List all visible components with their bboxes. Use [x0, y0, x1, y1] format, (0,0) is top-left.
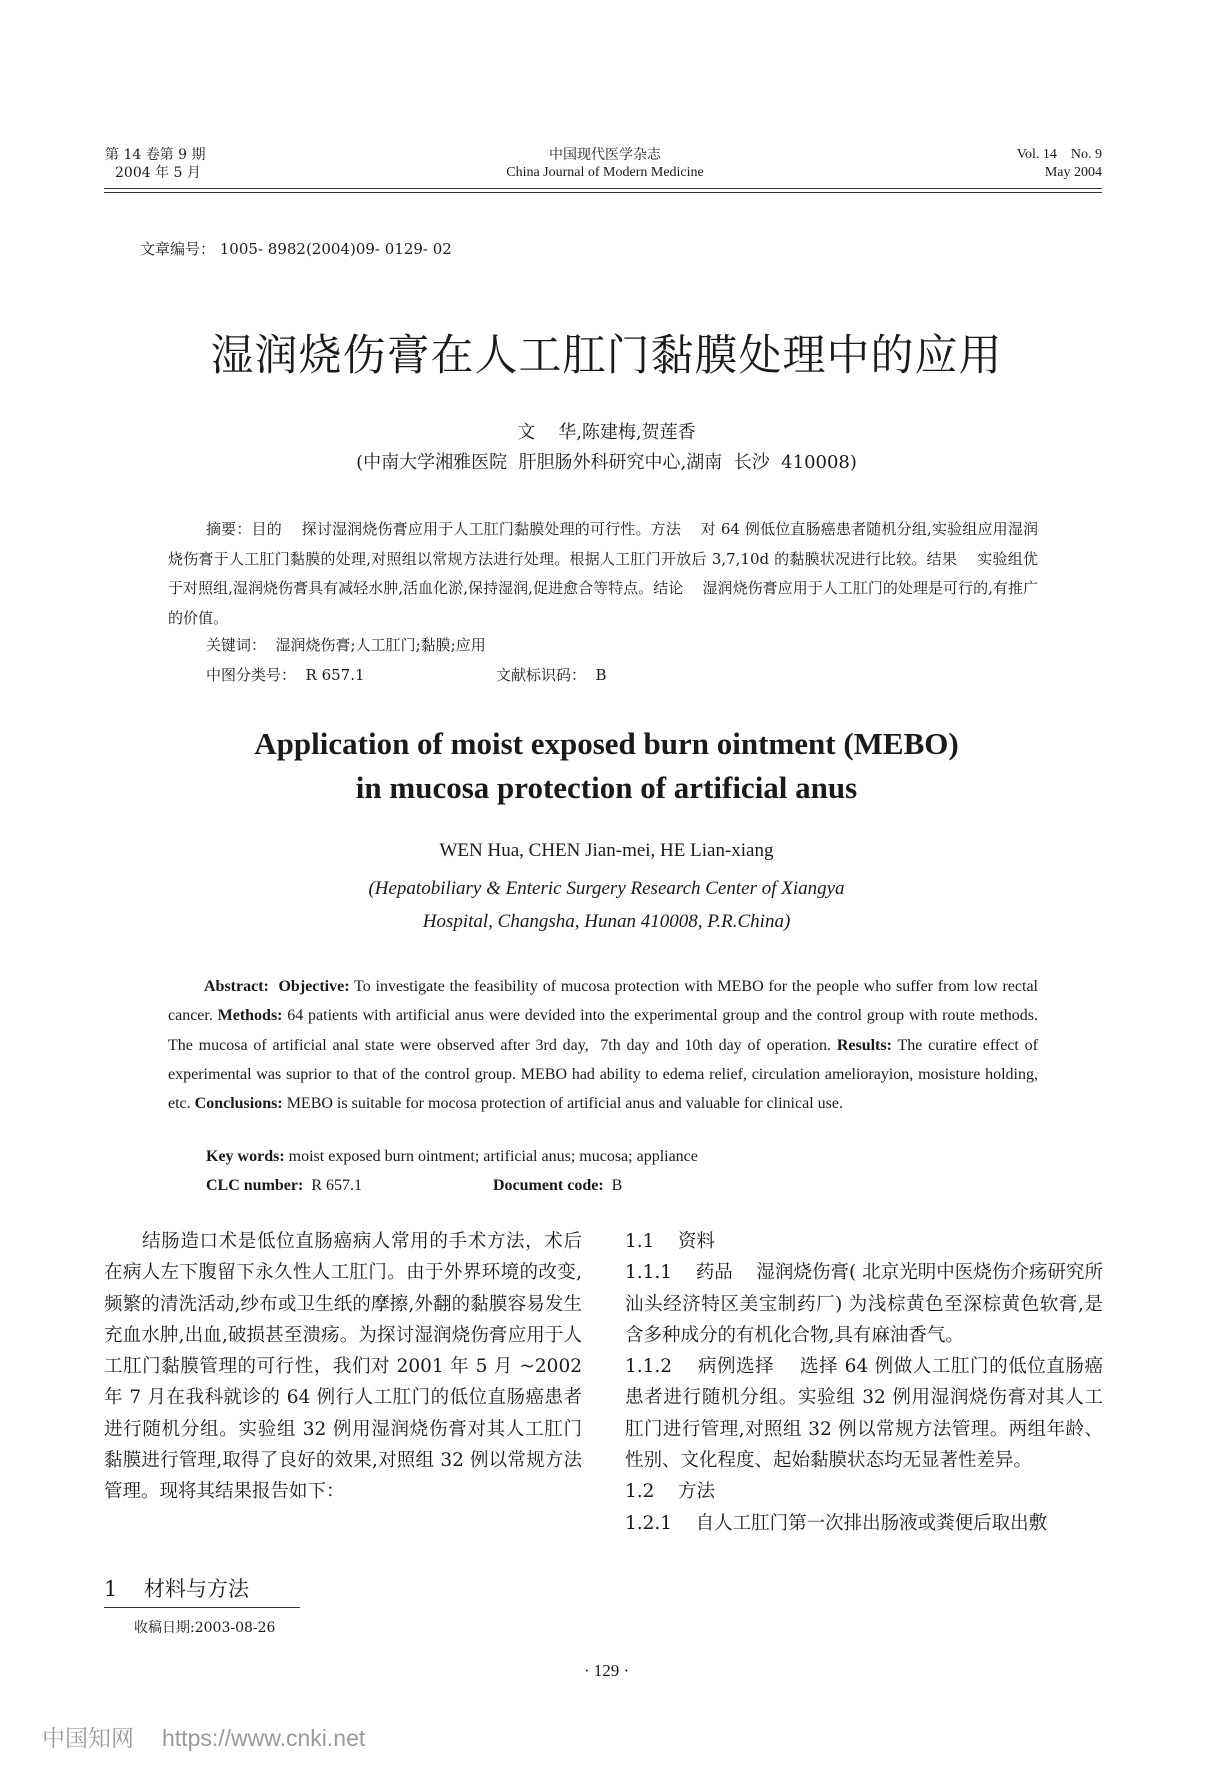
- page-number: · 129 ·: [583, 1661, 630, 1680]
- conclusions-text: MEBO is suitable for mocosa protection of artificial anus and valuable for clinical use.: [282, 1095, 843, 1113]
- running-header-issue: [105, 146, 305, 182]
- section-heading-materials-methods: 1 材料与方法: [104, 1577, 250, 1601]
- received-date: 收稿日期:2003-08-26: [134, 1620, 276, 1636]
- article-number: 文章编号： 1005- 8982(2004)09- 0129- 02: [140, 240, 452, 258]
- publication-month: May 2004: [1044, 165, 1102, 180]
- document-code-label: Document code:: [493, 1177, 604, 1194]
- paragraph-case-selection: 1.1.2 病例选择 选择 64 例做人工肛门的低位直肠癌患者进行随机分组。实验组 32 例用湿润烧伤膏对其人工肛门进行管理,对照组 32 例以常规方法管理。两组年龄、性别、文化程度、起始黏膜状态均无显著性差异。: [625, 1356, 1103, 1472]
- clc-value: R 657.1: [303, 1177, 363, 1194]
- methods-text: 64 patients with artificial anus were devided into the experimental group and the control group with route methods. The mucosa of artificial anal state were observed after 3rd day, 7th day and 10th day of operation.: [168, 1007, 1046, 1054]
- cnki-logo-text: 中国知网: [42, 1725, 134, 1751]
- affiliation-english-line1: (Hepatobiliary & Enteric Surgery Research Center of Xiangya: [368, 878, 845, 899]
- watermark-footer: [42, 1720, 365, 1753]
- title-english-line2: in mucosa protection of artificial anus: [355, 770, 858, 805]
- journal-name-en: China Journal of Modern Medicine: [506, 165, 704, 180]
- title-english-line1: Application of moist exposed burn ointment (MEBO): [254, 726, 959, 761]
- affiliation-chinese: (中南大学湘雅医院 肝胆肠外科研究中心,湖南 长沙 410008): [356, 452, 857, 473]
- authors-english: WEN Hua, CHEN Jian-mei, HE Lian-xiang: [439, 840, 774, 861]
- methods-label: Methods:: [217, 1007, 283, 1025]
- journal-name-cn: 中国现代医学杂志: [549, 147, 661, 163]
- results-text: The curatire effect of experimental was suprior to that of the control group. MEBO had ability to edema relief, circulation ameliorayion, mosisture holding, etc.: [168, 1036, 1042, 1113]
- document-code-english: [493, 1177, 622, 1195]
- footnote-rule: [104, 1607, 300, 1608]
- objective-text: To investigate the feasibility of mucosa protection with MEBO for the people who suffer from low rectal cancer.: [168, 978, 1043, 1025]
- results-label: Results:: [836, 1036, 892, 1054]
- intro-paragraph: 结肠造口术是低位直肠癌病人常用的手术方法，术后在病人左下腹留下永久性人工肛门。由于外界环境的改变,频繁的清洗活动,纱布或卫生纸的摩擦,外翻的黏膜容易发生充血水肿,出血,破损甚至溃疡。为探讨湿润烧伤膏应用于人工肛门黏膜管理的可行性，我们对 2001 年 5 月 ~2002 年 7 月在我科就诊的 64 例行人工肛门的低位直肠癌患者进行随机分组。实验组 32 例用湿润烧伤膏对其人工肛门黏膜进行管理,取得了良好的效果,对照组 32 例以常规方法管理。现将其结果报告如下：: [104, 1231, 582, 1503]
- objective-label: Objective:: [278, 978, 350, 995]
- body-left-column: [104, 1226, 582, 1508]
- abstract-english: [168, 972, 1046, 1118]
- affiliation-english: [0, 872, 1213, 938]
- conclusions-label: Conclusions:: [194, 1095, 283, 1113]
- cnki-url: https://www.cnki.net: [162, 1725, 366, 1751]
- issue-date: 2004 年 5 月: [115, 165, 201, 181]
- abstract-chinese: 摘要：目的 探讨湿润烧伤膏应用于人工肛门黏膜处理的可行性。方法 对 64 例低位直肠癌患者随机分组,实验组应用湿润烧伤膏于人工肛门黏膜的处理,对照组以常规方法进行处理。根据人工肛门开放后 3,7,10d 的黏膜状况进行比较。结果 实验组优于对照组,湿润烧伤膏具有减轻水肿,活血化淤,保持湿润,促进愈合等特点。结论 湿润烧伤膏应用于人工肛门的处理是可行的,有推广的价值。: [168, 520, 1038, 627]
- paragraph-drug: 1.1.1 药品 湿润烧伤膏( 北京光明中医烧伤介疡研究所汕头经济特区美宝制药厂) 为浅棕黄色至深棕黄色软膏,是含多种成分的有机化合物,具有麻油香气。: [625, 1262, 1103, 1346]
- clc-number-english: [206, 1177, 362, 1195]
- title-english: [0, 722, 1213, 810]
- clc-number-chinese: 中图分类号： R 657.1: [206, 666, 365, 684]
- keywords-label: Key words:: [206, 1148, 285, 1165]
- affiliation-english-line2: Hospital, Changsha, Hunan 410008, P.R.China): [422, 911, 791, 932]
- running-header-volume: [880, 146, 1102, 182]
- running-header-journal: [450, 146, 760, 182]
- keywords-chinese: 关键词： 湿润烧伤膏;人工肛门;黏膜;应用: [206, 636, 486, 654]
- header-rule-thin: [104, 192, 1102, 193]
- clc-label: CLC number:: [206, 1177, 304, 1194]
- title-chinese: 湿润烧伤膏在人工肛门黏膜处理中的应用: [210, 331, 1003, 381]
- keywords-english: [206, 1148, 698, 1166]
- document-code-chinese: 文献标识码： B: [496, 666, 607, 684]
- volume-number: Vol. 14 No. 9: [1016, 147, 1102, 162]
- subsection-heading-materials: 1.1 资料: [625, 1231, 715, 1252]
- subsection-heading-methods: 1.2 方法: [625, 1481, 715, 1503]
- header-rule: [104, 188, 1102, 189]
- document-code-value: B: [603, 1177, 623, 1194]
- paragraph-method-1: 1.2.1 自人工肛门第一次排出肠液或粪便后取出敷: [625, 1512, 1048, 1534]
- keywords-value: moist exposed burn ointment; artificial anus; mucosa; appliance: [284, 1148, 698, 1165]
- volume-issue: 第 14 卷第 9 期: [105, 147, 206, 163]
- authors-chinese: 文 华,陈建梅,贺莲香: [517, 422, 696, 443]
- body-right-column: [625, 1226, 1103, 1539]
- abstract-label: Abstract:: [204, 978, 269, 995]
